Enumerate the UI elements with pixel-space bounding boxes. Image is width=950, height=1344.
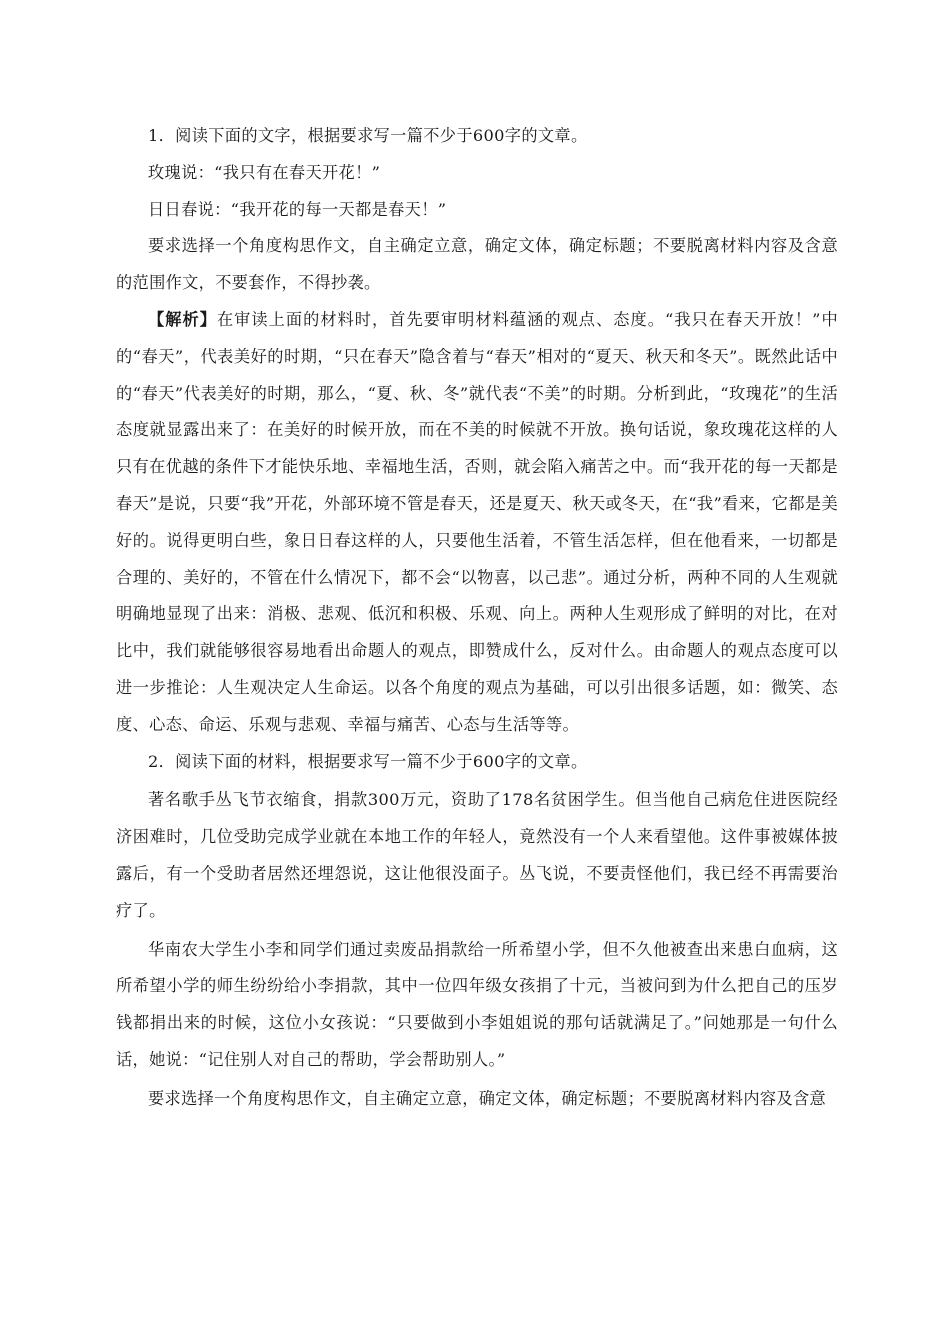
- rose-quote: 玫瑰说：“我只有在春天开花！”: [148, 162, 381, 182]
- question-2-material-1: 著名歌手丛飞节衣缩食，捐款300万元，资助了178名贫困学生。但当他自己病危住进医院经济困难时，几位受助完成学业就在本地工作的年轻人，竟然没有一个人来看望他。这件事被媒体披露后，有一个受助者居然还埋怨说，这让他很没面子。丛飞说，不要责怪他们，我已经不再需要治疗了。: [116, 790, 838, 920]
- question-2-requirement: 要求选择一个角度构思作文，自主确定立意，确定文体，确定标题；不要脱离材料内容及含意: [148, 1088, 827, 1108]
- analysis-text: 在审读上面的材料时，首先要审明材料蕴涵的观点、态度。“我只在春天开放！”中的“春天”，代表美好的时期，“只在春天”隐含着与“春天”相对的“夏天、秋天和冬天”。既然此话中的“春天”代表美好的时期，那么，“夏、秋、冬”就代表“不美”的时期。分析到此，“玫瑰花”的生活态度就显露出来了：在美好的时候开放，而在不美的时候就不开放。换句话说，象玫瑰花这样的人只有在优越的条件下才能快乐地、幸福地生活，否则，就会陷入痛苦之中。而“我开花的每一天都是春天”是说，只要“我”开花，外部环境不管是春天，还是夏天、秋天或冬天，在“我”看来，它都是美好的。说得更明白些，象日日春这样的人，只要他生活着，不管生活怎样，但在他看来，一切都是合理的、美好的，不管在什么情况下，都不会“以物喜，以己悲”。通过分析，两种不同的人生观就明确地显现了出来：消极、悲观、低沉和积极、乐观、向上。两种人生观形成了鲜明的对比，在对比中，我们就能够很容易地看出命题人的观点，即赞成什么，反对什么。由命题人的观点态度可以进一步推论：人生观决定人生命运。以各个角度的观点为基础，可以引出很多话题，如：微笑、态度、心态、命运、乐观与悲观、幸福与痛苦、心态与生活等等。: [116, 309, 839, 734]
- analysis-label: 【解析】: [148, 309, 217, 329]
- question-1-requirement: 要求选择一个角度构思作文，自主确定立意，确定文体，确定标题；不要脱离材料内容及含意的范围作文，不要套作，不得抄袭。: [116, 236, 838, 293]
- periwinkle-quote: 日日春说：“我开花的每一天都是春天！”: [148, 199, 447, 219]
- question-2-prompt: 2．阅读下面的材料，根据要求写一篇不少于600字的文章。: [148, 751, 588, 771]
- question-2-material-2: 华南农大学生小李和同学们通过卖废品捐款给一所希望小学，但不久他被查出来患白血病，这所希望小学的师生纷纷给小李捐款，其中一位四年级女孩捐了十元，当被问到为什么把自己的压岁钱都捐出来的时候，这位小女孩说：“只要做到小李姐姐说的那句话就满足了。”问她那是一句什么话，她说：“记住别人对自己的帮助，学会帮助别人。”: [116, 939, 838, 1069]
- document-page: [116, 118, 838, 1118]
- question-1-analysis: [116, 302, 838, 744]
- question-1-prompt: 1．阅读下面的文字，根据要求写一篇不少于600字的文章。: [148, 126, 588, 145]
